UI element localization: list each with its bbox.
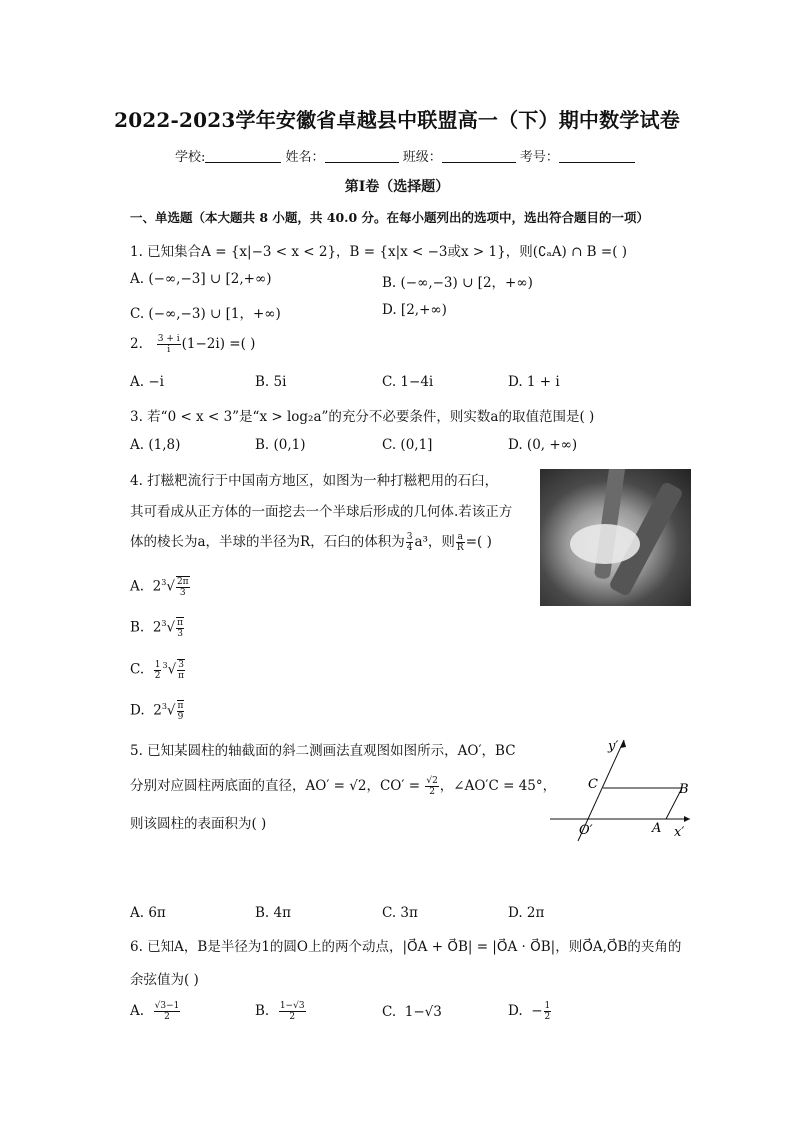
q3-option-d: D. (0, +∞) (508, 437, 578, 453)
q1-option-b: B. (−∞,−3) ∪ [2，+∞) (382, 275, 533, 291)
q6-option-d: D. − $\frac{1}{2}$ (508, 1001, 551, 1022)
q2-option-c: C. 1−4i (382, 374, 434, 390)
exam-no-blank[interactable] (559, 150, 635, 163)
name-label: 姓名： (285, 150, 325, 165)
section-heading: 一、单选题（本大题共 8 小题，共 40.0 分。在每小题列出的选项中，选出符合题目的一项） (130, 210, 650, 225)
q3-option-c: C. (0,1] (382, 437, 433, 453)
q4-option-d: D. $2^3√$ $\frac{\pi}{9}$ (130, 701, 184, 722)
exam-no-label: 考号： (519, 150, 559, 165)
x-axis-arrow-icon (684, 816, 690, 822)
page-title: 2022-2023学年安徽省卓越县中联盟高一（下）期中数学试卷 (114, 108, 680, 132)
question-4-line-2: 其可看成从正方体的一面挖去一个半球后形成的几何体.若该正方 (130, 504, 513, 520)
question-4-line-3: 体的棱长为a，半球的半径为R，石臼的体积为 $\frac{3}{4}$ a³，则 $\frac{a}{R}$ =( ) (130, 532, 492, 553)
point-o-label: O′ (579, 823, 593, 838)
class-label: 班级： (402, 150, 442, 165)
q6-option-a: A. $\frac{√3-1}{2}$ (130, 1001, 180, 1022)
question-4-line-1: 4. 打糍粑流行于中国南方地区，如图为一种打糍粑用的石臼， (130, 473, 499, 489)
question-1: 1. 已知集合A = {x|−3 < x < 2}，B = {x|x < −3或x > 1}，则(∁ₐA) ∩ B =( ) (130, 244, 628, 260)
name-blank[interactable] (325, 150, 399, 163)
point-c-label: C (588, 777, 598, 792)
q6-option-b: B. $\frac{1-√3}{2}$ (255, 1001, 305, 1022)
student-info-row (175, 146, 635, 165)
y-axis-label: y′ (608, 739, 619, 754)
question-6-line-1: 6. 已知A，B是半径为1的圆O上的两个动点，|O⃗A + O⃗B| = |O⃗A · O⃗B|，则O⃗A,O⃗B的夹角的 (130, 939, 682, 955)
q1-option-d: D. [2,+∞) (382, 302, 447, 318)
q4-option-b: B. $2^3√$ $\frac{\pi}{3}$ (130, 618, 184, 639)
school-label: 学校: (175, 150, 206, 165)
q5-option-d: D. 2π (508, 905, 545, 921)
part-heading: 第I卷（选择题） (344, 179, 450, 195)
q2-fraction: $\frac{3 + i}{i}$ (157, 334, 180, 355)
question-5-line-3: 则该圆柱的表面积为( ) (130, 816, 267, 832)
question-5-line-2: 分别对应圆柱两底面的直径，AO′ = √2，CO′ = $\frac{√2}{2}$ ，∠AO′C = 45°， (130, 776, 557, 797)
q5-option-c: C. 3π (382, 905, 418, 921)
q4-option-c: C. $\frac{1}{2}$ $^3$√ $\frac{3}{\pi}$ (130, 659, 185, 681)
q1-option-c: C. (−∞,−3) ∪ [1，+∞) (130, 306, 281, 322)
question-6-line-2: 余弦值为( ) (130, 972, 199, 988)
q3-option-b: B. (0,1) (255, 437, 306, 453)
q3-option-a: A. (1,8) (130, 437, 181, 453)
oblique-projection-figure (546, 736, 694, 846)
point-a-label: A (652, 821, 662, 836)
q1-option-a: A. (−∞,−3] ∪ [2,+∞) (130, 271, 272, 287)
q4-option-a: A. $2^3√$ $\frac{2\pi}{3}$ (130, 577, 189, 598)
question-3: 3. 若“0 < x < 3”是“x > log₂a”的充分不必要条件，则实数a的取值范围是( ) (130, 409, 595, 425)
stone-mortar-photo (540, 469, 691, 606)
q2-option-a: A. −i (130, 374, 164, 390)
class-blank[interactable] (442, 150, 516, 163)
q2-option-b: B. 5i (255, 374, 287, 390)
q5-option-b: B. 4π (255, 905, 291, 921)
point-b-label: B (679, 782, 689, 797)
question-2: 2. $\frac{3 + i}{i}$ (1−2i) =( ) (130, 334, 256, 355)
q2-option-d: D. 1 + i (508, 374, 560, 390)
school-blank[interactable] (205, 150, 281, 163)
question-5-line-1: 5. 已知某圆柱的轴截面的斜二测画法直观图如图所示，AO′，BC (130, 743, 516, 759)
q5-option-a: A. 6π (130, 905, 166, 921)
q6-option-c: C. 1−√3 (382, 1004, 442, 1020)
x-axis-label: x′ (674, 825, 685, 840)
